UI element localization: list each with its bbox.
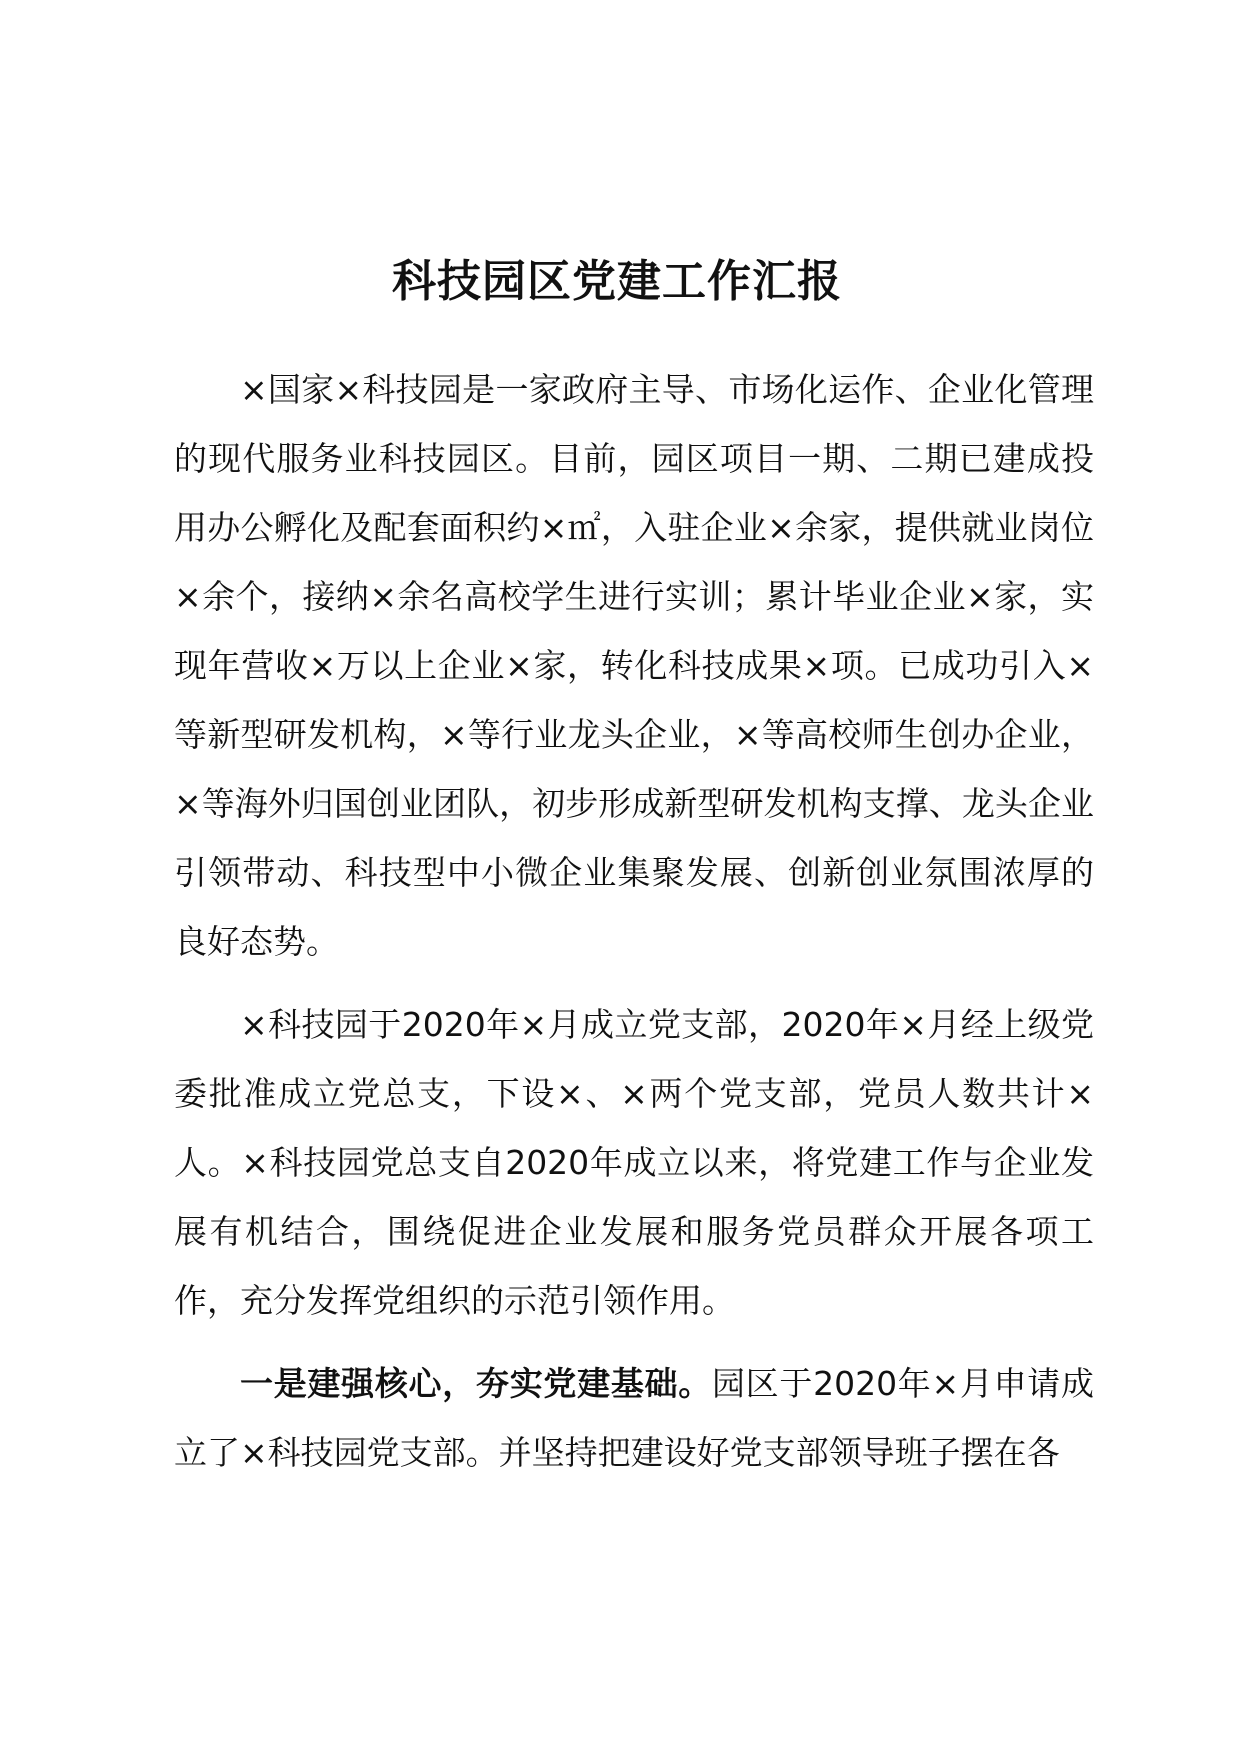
paragraph-intro-text: ×国家×科技园是一家政府主导、市场化运作、企业化管理的现代服务业科技园区。目前，园区项目一期、二期已建成投用办公孵化及配套面积约×㎡，入驻企业×余家，提供就业岗位×余个，接纳×余名高校学生进行实训；累计毕业企业×家，实现年营收×万以上企业×家，转化科技成果×项。已成功引入×等新型研发机构，×等行业龙头企业，×等高校师生创办企业，×等海外归国创业团队，初步形成新型研发机构支撑、龙头企业引领带动、科技型中小微企业集聚发展、创新创业氛围浓厚的良好态势。 <box>174 370 1094 961</box>
paragraph-party-branch <box>174 990 1094 1335</box>
paragraph-point-one <box>174 1349 1094 1487</box>
paragraph-point-one-text: 园区于2020年×月申请成立了×科技园党支部。并坚持把建设好党支部领导班子摆在各 <box>174 1364 1095 1472</box>
document-body <box>174 355 1094 1501</box>
paragraph-intro <box>174 355 1094 976</box>
paragraph-party-branch-text: ×科技园于2020年×月成立党支部，2020年×月经上级党委批准成立党总支，下设×、×两个党支部，党员人数共计×人。×科技园党总支自2020年成立以来，将党建工作与企业发展有机结合，围绕促进企业发展和服务党员群众开展各项工作，充分发挥党组织的示范引领作用。 <box>174 1005 1094 1320</box>
document-title: 科技园区党建工作汇报 <box>392 256 842 307</box>
paragraph-point-one-lead: 一是建强核心，夯实党建基础。 <box>240 1364 712 1403</box>
